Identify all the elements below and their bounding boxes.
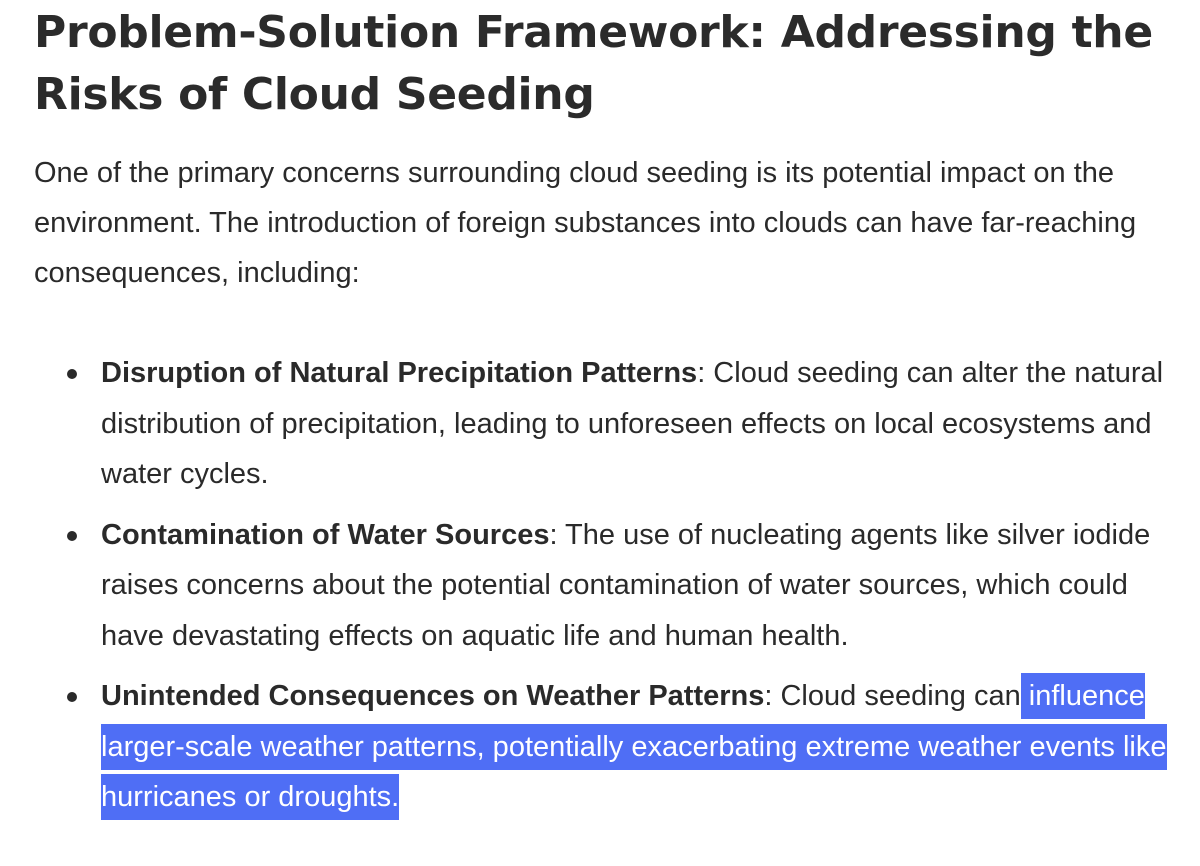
list-item — [34, 510, 1184, 662]
consequences-list — [34, 348, 1184, 833]
list-item — [34, 671, 1184, 823]
bullet-point-icon — [67, 531, 77, 541]
bullet-text: : Cloud seeding can alter the natural distribution of precipitation, leading to unforeseen effects on local ecosystems and water cycles. — [101, 357, 1164, 490]
bullet-term: Disruption of Natural Precipitation Patterns — [101, 357, 698, 389]
bullet-term: Unintended Consequences on Weather Patterns — [101, 680, 765, 712]
bullet-text: : The use of nucleating agents like silver iodide raises concerns about the potential contamination of water sources, which could have devastating effects on aquatic life and human health. — [101, 518, 1151, 652]
intro-paragraph: One of the primary concerns surrounding cloud seeding is its potential impact on the environment. The introduction of foreign substances into clouds can have far-reaching consequences, including: — [34, 157, 1137, 289]
bullet-text: : Cloud seeding can — [764, 680, 1021, 712]
selected-text-highlight[interactable]: influence larger-scale weather patterns, potentially exacerbating extreme weather events like hurricanes or droughts. — [101, 673, 1167, 820]
bullet-term: Contamination of Water Sources — [101, 518, 550, 551]
bullet-point-icon — [67, 369, 77, 379]
list-item — [34, 348, 1184, 500]
article-title: Problem-Solution Framework: Addressing the Risks of Cloud Seeding — [34, 7, 1153, 120]
bullet-point-icon — [67, 692, 77, 702]
